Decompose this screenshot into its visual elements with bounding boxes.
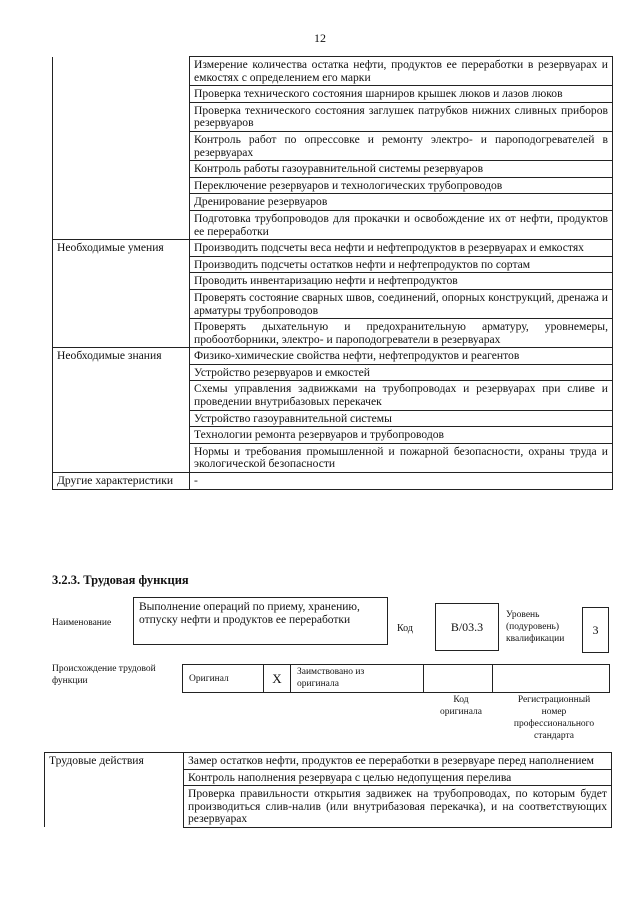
row-text-cell: Производить подсчеты остатков нефти и нефтепродуктов по сортам bbox=[190, 256, 613, 273]
origin-label-line: Происхождение трудовой bbox=[52, 664, 156, 674]
caption-line: номер bbox=[541, 707, 567, 717]
level-label bbox=[506, 609, 564, 645]
row-text-cell: - bbox=[190, 473, 613, 490]
table-row bbox=[53, 273, 613, 290]
origin-label bbox=[52, 663, 156, 687]
row-label-cell: Трудовые действия bbox=[45, 753, 184, 770]
row-text-cell: Проверка правильности открытия задвижек на трубопроводах, по которым будет производиться слив-налив (или внутрибазовая перекачка), и на соответствующих резервуарах bbox=[184, 786, 612, 828]
row-text-cell: Устройство резервуаров и емкостей bbox=[190, 364, 613, 381]
origin-table bbox=[182, 664, 610, 693]
row-text-cell: Схемы управления задвижками на трубопроводах и резервуарах при сливе и проведении внутрибазовых перекачек bbox=[190, 381, 613, 410]
table-row bbox=[53, 473, 613, 490]
row-text-cell: Контроль работы газоуравнительной системы резервуаров bbox=[190, 161, 613, 178]
table-row bbox=[53, 256, 613, 273]
page-number: 12 bbox=[314, 31, 326, 45]
table-row bbox=[53, 194, 613, 211]
table-row bbox=[53, 348, 613, 365]
caption-registration-number bbox=[496, 694, 612, 742]
row-text-cell: Производить подсчеты веса нефти и нефтепродуктов в резервуарах и емкостях bbox=[190, 240, 613, 257]
table-row bbox=[53, 240, 613, 257]
row-label-cell bbox=[53, 443, 190, 472]
level-box: 3 bbox=[582, 607, 609, 653]
row-label-cell bbox=[53, 86, 190, 103]
row-text-cell: Дренирование резервуаров bbox=[190, 194, 613, 211]
row-text-cell: Контроль наполнения резервуара с целью недопущения перелива bbox=[184, 769, 612, 786]
row-label-cell bbox=[53, 273, 190, 290]
caption-line: Регистрационный bbox=[517, 695, 591, 705]
table-row bbox=[45, 753, 612, 770]
table-row bbox=[53, 210, 613, 239]
row-label-cell bbox=[53, 256, 190, 273]
row-label-cell: Необходимые знания bbox=[53, 348, 190, 365]
row-label-cell bbox=[53, 131, 190, 160]
section-heading: 3.2.3. Трудовая функция bbox=[52, 573, 189, 587]
caption-code-original bbox=[432, 694, 490, 718]
table-row bbox=[53, 289, 613, 318]
origin-label-line: функции bbox=[52, 676, 88, 686]
row-text-cell: Проверка технического состояния заглушек патрубков нижних сливных приборов резервуаров bbox=[190, 102, 613, 131]
row-label-cell bbox=[53, 177, 190, 194]
table-row bbox=[53, 57, 613, 86]
labor-actions-table bbox=[44, 752, 612, 828]
row-label-cell bbox=[53, 364, 190, 381]
name-label: Наименование bbox=[52, 618, 112, 628]
row-label-cell bbox=[53, 381, 190, 410]
row-label-cell bbox=[53, 319, 190, 348]
row-label-cell bbox=[53, 289, 190, 318]
registration-number-cell bbox=[493, 665, 610, 693]
row-label-cell bbox=[45, 769, 184, 786]
table-row bbox=[53, 319, 613, 348]
table-row bbox=[45, 769, 612, 786]
row-text-cell: Подготовка трубопроводов для прокачки и освобождение их от нефти, продуктов ее переработки bbox=[190, 210, 613, 239]
row-label-cell bbox=[53, 57, 190, 86]
row-text-cell: Замер остатков нефти, продуктов ее переработки в резервуаре перед наполнением bbox=[184, 753, 612, 770]
requirements-table bbox=[52, 56, 613, 490]
row-label-cell bbox=[53, 161, 190, 178]
table-row bbox=[53, 161, 613, 178]
row-text-cell: Проверять дыхательную и предохранительную арматуру, уровнемеры, пробоотборники, электро- и пароподогреватели в резервуарах bbox=[190, 319, 613, 348]
table-row bbox=[53, 381, 613, 410]
row-text-cell: Контроль работ по опрессовке и ремонту электро- и пароподогревателей в резервуарах bbox=[190, 131, 613, 160]
row-text-cell: Проводить инвентаризацию нефти и нефтепродуктов bbox=[190, 273, 613, 290]
table-row bbox=[53, 443, 613, 472]
function-name-box: Выполнение операций по приему, хранению, отпуску нефти и продуктов ее переработки bbox=[133, 597, 388, 645]
table-row bbox=[53, 177, 613, 194]
row-text-cell: Устройство газоуравнительной системы bbox=[190, 410, 613, 427]
table-row bbox=[45, 786, 612, 828]
level-label-line: Уровень bbox=[506, 610, 540, 620]
row-text-cell: Проверять состояние сварных швов, соединений, опорных конструкций, дренажа и арматуры трубопроводов bbox=[190, 289, 613, 318]
code-label: Код bbox=[397, 623, 413, 634]
row-label-cell bbox=[53, 427, 190, 444]
row-label-cell: Необходимые умения bbox=[53, 240, 190, 257]
borrowed-label-line: Заимствовано из bbox=[297, 667, 365, 677]
borrowed-label bbox=[291, 665, 424, 693]
row-text-cell: Измерение количества остатка нефти, продуктов ее переработки в резервуарах и емкостях с определением его марки bbox=[190, 57, 613, 86]
row-label-cell bbox=[53, 410, 190, 427]
code-box: В/03.3 bbox=[435, 603, 499, 651]
row-label-cell bbox=[53, 102, 190, 131]
row-text-cell: Физико-химические свойства нефти, нефтепродуктов и реагентов bbox=[190, 348, 613, 365]
caption-line: Код bbox=[453, 695, 469, 705]
row-label-cell bbox=[53, 210, 190, 239]
row-text-cell: Переключение резервуаров и технологических трубопроводов bbox=[190, 177, 613, 194]
row-label-cell bbox=[45, 786, 184, 828]
table-row bbox=[53, 102, 613, 131]
row-text-cell: Технологии ремонта резервуаров и трубопроводов bbox=[190, 427, 613, 444]
caption-line: оригинала bbox=[440, 707, 482, 717]
caption-line: стандарта bbox=[534, 731, 574, 741]
table-row bbox=[53, 410, 613, 427]
borrowed-label-line: оригинала bbox=[297, 679, 339, 689]
level-label-line: (подуровень) bbox=[506, 622, 560, 632]
table-row bbox=[53, 364, 613, 381]
row-text-cell: Нормы и требования промышленной и пожарной безопасности, охраны труда и экологической безопасности bbox=[190, 443, 613, 472]
original-mark: X bbox=[264, 665, 291, 693]
caption-line: профессионального bbox=[513, 719, 595, 729]
code-original-cell bbox=[424, 665, 493, 693]
row-label-cell: Другие характеристики bbox=[53, 473, 190, 490]
table-row bbox=[53, 86, 613, 103]
table-row bbox=[53, 131, 613, 160]
table-row bbox=[53, 427, 613, 444]
row-label-cell bbox=[53, 194, 190, 211]
level-label-line: квалификации bbox=[506, 634, 565, 644]
row-text-cell: Проверка технического состояния шарниров крышек люков и лазов люков bbox=[190, 86, 613, 103]
original-label: Оригинал bbox=[183, 665, 264, 693]
